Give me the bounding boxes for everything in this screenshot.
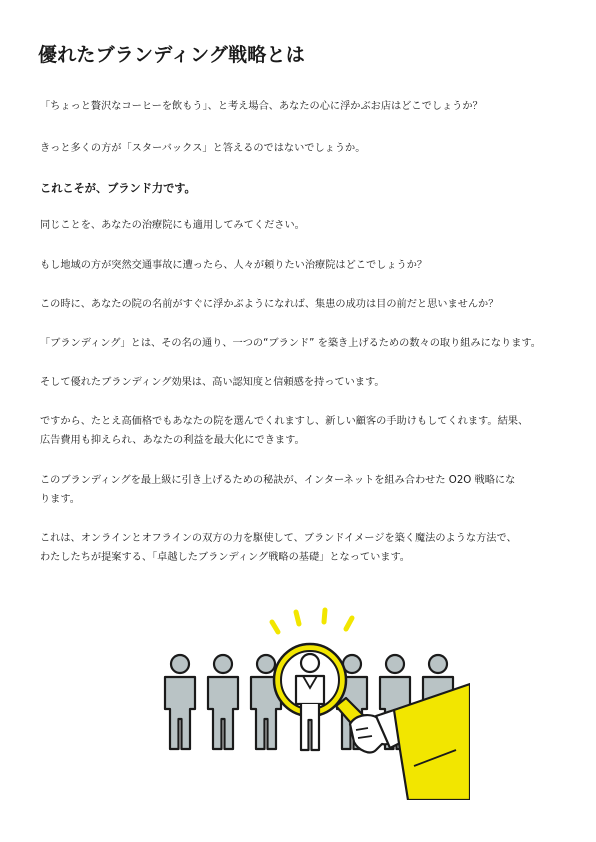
paragraph-7: 「ブランディング」とは、その名の通り、一つの“ブランド” を築き上げるための数々の取り組みになります。 — [40, 338, 541, 349]
paragraph-2: きっと多くの方が「スターバックス」と答えるのではないでしょうか。 — [40, 143, 366, 154]
paragraph-6: この時に、あなたの院の名前がすぐに浮かぶようになれば、集患の成功は目の前だと思いませんか？ — [40, 299, 499, 310]
paragraph-5: もし地域の方が突然交通事故に遭ったら、人々が頼りたい治療院はどこでしょうか？ — [40, 260, 428, 271]
paragraph-8: そして優れたブランディング効果は、高い認知度と信頼感を持っています。 — [40, 377, 385, 388]
paragraph-10: このブランディングを最上級に引き上げるための秘訣が、インターネットを組み合わせた O2O 戦略にな ります。 — [40, 475, 516, 505]
paragraph-1: 「ちょっと贅沢なコーヒーを飲もう」、と考え場合、あなたの心に浮かぶお店はどこでしょうか？ — [40, 101, 483, 112]
paragraph-9: ですから、たとえ高価格でもあなたの院を選んでくれますし、新しい顧客の手助けもしてくれます。結果、 広告費用も抑えられ、あなたの利益を最大化にできます。 — [40, 416, 529, 446]
paragraph-4: 同じことを、あなたの治療院にも適用してみてください。 — [40, 220, 305, 231]
paragraph-3-emphasis: これこそが、ブランド力です。 — [40, 182, 196, 195]
paragraph-11: これは、オンラインとオフラインの双方の力を駆使して、ブランドイメージを築く魔法のような方法で、 わたしたちが提案する、「卓越したブランディング戦略の基礎」となっています。 — [40, 533, 517, 563]
magnifier-selecting-person-icon — [150, 600, 470, 800]
page-title: 優れたブランディング戦略とは — [38, 44, 305, 66]
